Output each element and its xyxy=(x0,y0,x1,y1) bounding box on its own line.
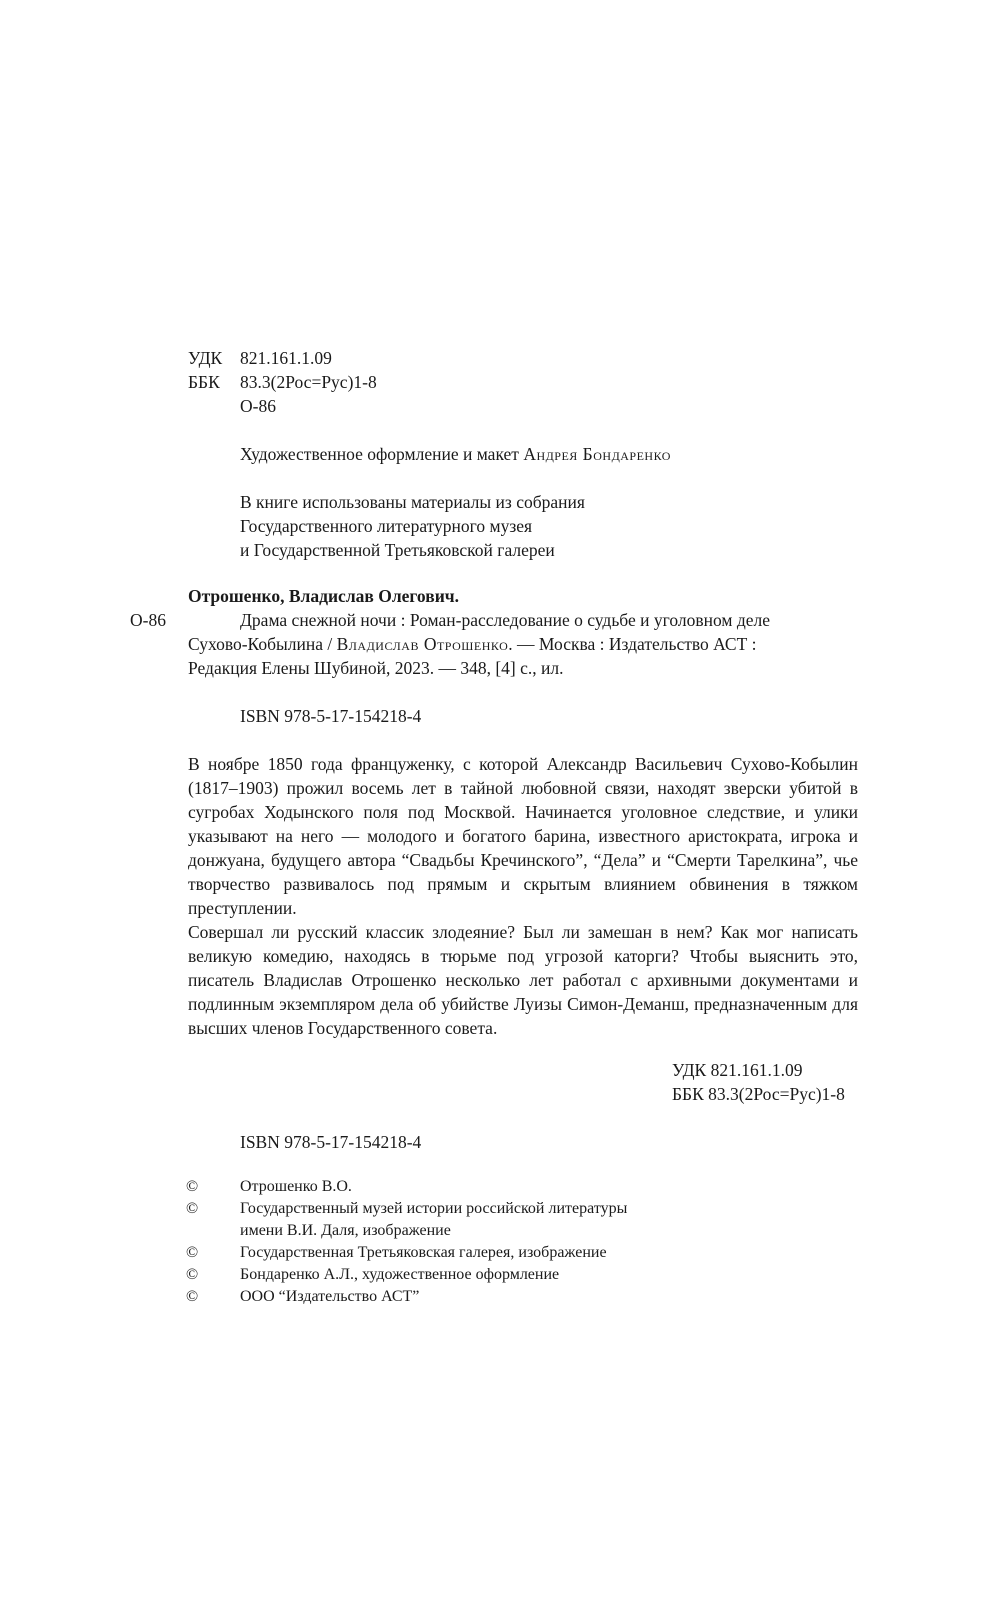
bbk-label: ББК xyxy=(188,372,220,392)
bottom-codes xyxy=(672,1058,845,1106)
classification-codes xyxy=(188,346,377,418)
author-heading: Отрошенко, Владислав Олегович. xyxy=(188,586,460,606)
copyright-list xyxy=(186,1176,627,1308)
udk-value: 821.161.1.09 xyxy=(240,348,332,368)
design-credit-prefix: Художественное оформление и макет xyxy=(240,444,524,464)
title-line: Драма снежной ночи : Роман-расследование о судьбе и уголовном деле xyxy=(240,610,771,630)
udk-bottom: УДК 821.161.1.09 xyxy=(672,1060,803,1080)
designer-name: Андрея Бондаренко xyxy=(523,444,671,464)
copyright-item: © Отрошенко В.О. xyxy=(186,1176,627,1198)
materials-note-line: и Государственной Третьяковской галереи xyxy=(240,540,555,560)
annotation xyxy=(188,752,858,1040)
udk-label: УДК xyxy=(188,348,223,368)
copyright-item: © Государственная Третьяковская галерея, изображение xyxy=(186,1242,627,1264)
bbk-row xyxy=(188,370,377,394)
annotation-paragraph: В ноябре 1850 года француженку, с которой Александр Васильевич Сухово-Кобылин (1817–1903) прожил восемь лет в тайной любовной связи, находят зверски убитой в сугробах Ходынского поля под Москвой. Начинается уголовное следствие, и улики указывают на него — молодого и богатого барина, известного аристократа, игрока и донжуана, будущего автора “Свадьбы Кречинского”, “Дела” и “Смерти Тарелкина”, чье творчество развивалось под прямым и скрытым влиянием обвинения в тяжком преступлении. xyxy=(188,754,858,918)
design-credit xyxy=(240,442,671,466)
materials-note-line: Государственного литературного музея xyxy=(240,516,533,536)
materials-note xyxy=(240,490,585,562)
annotation-paragraph: Совершал ли русский классик злодеяние? Был ли замешан в нем? Как мог написать великую комедию, находясь в тюрьме под угрозой каторги? Чтобы выяснить это, писатель Владислав Отрошенко несколько лет работал с архивными документами и подлинным экземпляром дела об убийстве Луизы Симон-Деманш, предназначенным для высших членов Государственного совета. xyxy=(188,922,858,1038)
copyright-item: © ООО “Издательство АСТ” xyxy=(186,1286,627,1308)
copyright-icon: © xyxy=(186,1288,199,1305)
author-name-smallcaps: Владислав Отрошенко xyxy=(336,634,509,654)
copyright-item: © Государственный музей истории российской литературы xyxy=(186,1198,627,1220)
author-mark: О-86 xyxy=(240,396,276,416)
copyright-icon: © xyxy=(186,1200,199,1217)
copyright-icon: © xyxy=(186,1266,199,1283)
margin-author-mark: О-86 xyxy=(130,610,166,630)
bbk-bottom: ББК 83.3(2Рос=Рус)1-8 xyxy=(672,1084,845,1104)
copyright-icon: © xyxy=(186,1244,199,1261)
author-mark-row xyxy=(188,394,377,418)
copyright-item-continuation: имени В.И. Даля, изображение xyxy=(240,1222,451,1239)
materials-note-line: В книге использованы материалы из собрания xyxy=(240,492,585,512)
bbk-value: 83.3(2Рос=Рус)1-8 xyxy=(240,372,377,392)
copyright-icon: © xyxy=(186,1178,199,1195)
isbn-bottom: ISBN 978-5-17-154218-4 xyxy=(240,1132,422,1152)
udk-row xyxy=(188,346,377,370)
publication-line: Редакция Елены Шубиной, 2023. — 348, [4] с., ил. xyxy=(188,658,564,678)
copyright-item: © Бондаренко А.Л., художественное оформление xyxy=(186,1264,627,1286)
responsibility-line: Сухово-Кобылина / Владислав Отрошенко. — Москва : Издательство АСТ : xyxy=(188,634,757,654)
bibliographic-description xyxy=(188,608,858,680)
isbn-top: ISBN 978-5-17-154218-4 xyxy=(240,706,422,726)
